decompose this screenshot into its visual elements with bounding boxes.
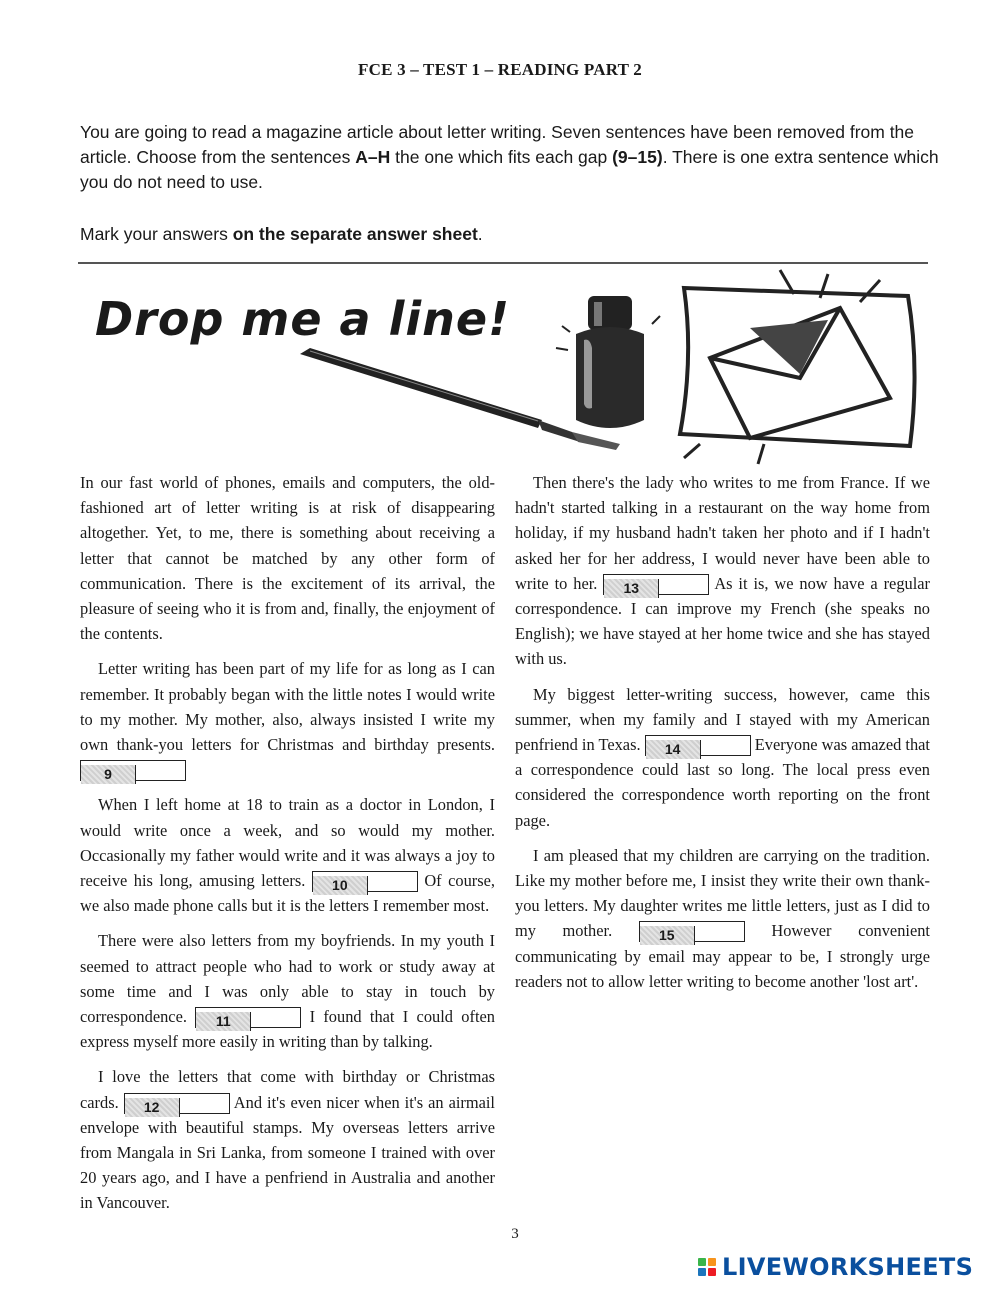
paragraph-text: When I left home at 18 to train as a doctor in London, I would write once a week, and so would my mother. Occasionally my father would write and it was always a joy to receive his long, amusing letters. bbox=[80, 795, 495, 891]
liveworksheets-logo bbox=[698, 1253, 973, 1281]
brand-name: LIVEWORKSHEETS bbox=[722, 1253, 974, 1281]
paragraph-text: My biggest letter-writing success, however, came this summer, when my family and I stayed with my American penfriend in Texas. bbox=[515, 684, 930, 755]
paragraph-text: And it's even nicer when it's an airmail envelope with beautiful stamps. My overseas letters arrive from Mangala in Sri Lanka, from someone I trained with over 20 years ago, and I have a penfriend in Australia and another in Vancouver. bbox=[80, 1092, 495, 1213]
envelope-icon bbox=[680, 270, 915, 464]
article-column-left bbox=[80, 470, 495, 1226]
answer-sheet-emphasis: on the separate answer sheet bbox=[232, 224, 478, 244]
gap-10-input[interactable] bbox=[312, 871, 418, 892]
gap-number: 12 bbox=[125, 1098, 180, 1117]
gap-13-input[interactable] bbox=[603, 574, 709, 595]
article-paragraph bbox=[515, 682, 930, 833]
divider bbox=[78, 262, 928, 264]
article-column-right bbox=[515, 470, 930, 1004]
paragraph-text: Then there's the lady who writes to me from France. If we hadn't started talking in a restaurant on the way home from holiday, if my husband hadn't taken her photo and if I hadn't asked her for her address, I would never have been able to write to her. bbox=[515, 473, 930, 593]
paragraph-text: Letter writing has been part of my life for as long as I can remember. It probably began with the little notes I would write to my mother. My mother, also, always insisted I write my own thank-you letters for Christmas and birthday presents. bbox=[80, 659, 495, 755]
gap-number: 10 bbox=[313, 876, 368, 895]
gap-14-input[interactable] bbox=[645, 735, 751, 756]
article-paragraph bbox=[80, 1064, 495, 1215]
article-paragraph bbox=[80, 792, 495, 918]
paragraph-text: Of course, we also made phone calls but it is the letters I remember most. bbox=[80, 871, 495, 916]
article-title: Drop me a line! bbox=[95, 292, 511, 346]
logo-mark-icon bbox=[698, 1258, 716, 1276]
instructions-text: . There is one extra sentence which you do not need to use. bbox=[80, 147, 939, 192]
sentence-range: A–H bbox=[355, 147, 391, 167]
gap-12-input[interactable] bbox=[124, 1093, 230, 1114]
paragraph-text: As it is, we now have a regular correspondence. I can improve my French (she speaks no English); we have stayed at her home twice and she has stayed with us. bbox=[515, 573, 930, 669]
instructions-text: . bbox=[477, 224, 483, 244]
paragraph-text: I found that I could often express myself more easily in writing than by talking. bbox=[80, 1007, 495, 1052]
page-number: 3 bbox=[511, 1226, 519, 1242]
gap-number: 9 bbox=[81, 765, 136, 784]
gap-11-input[interactable] bbox=[195, 1007, 301, 1028]
fountain-pen-icon bbox=[300, 348, 620, 450]
article-paragraph bbox=[80, 656, 495, 782]
instructions-text: the one which fits each gap bbox=[390, 147, 613, 167]
gap-9-input[interactable] bbox=[80, 760, 186, 781]
page-header: FCE 3 – TEST 1 – READING PART 2 bbox=[358, 60, 642, 79]
gap-number: 15 bbox=[640, 926, 695, 945]
paragraph-text: I am pleased that my children are carrying on the tradition. Like my mother before me, I insist they write their own thank-you letters. My daughter writes me little letters, just as I did to my mother. bbox=[515, 845, 930, 941]
gap-number: 14 bbox=[646, 740, 701, 759]
answer-instructions bbox=[80, 222, 940, 247]
article-paragraph bbox=[515, 470, 930, 672]
article-paragraph: In our fast world of phones, emails and computers, the old-fashioned art of letter writing is at risk of disappearing altogether. Yet, to me, there is something about receiving a letter that cannot be matched by any other form of communication. There is the excitement of its arrival, the pleasure of seeing who it is from and, finally, the enjoyment of the contents. bbox=[80, 473, 495, 644]
paragraph-text: Everyone was amazed that a correspondence could last so long. The local press even considered the correspondence worth reporting on the front page. bbox=[515, 735, 930, 830]
instructions-paragraph bbox=[80, 120, 940, 195]
gap-range: (9–15) bbox=[612, 147, 663, 167]
paragraph-text: There were also letters from my boyfriends. In my youth I seemed to attract people who had to work or study away at some time and I was only able to stay in touch by correspondence. bbox=[80, 931, 495, 1027]
paragraph-text: However convenient communicating by email may appear to be, I strongly urge readers not to allow letter writing to become another 'lost art'. bbox=[515, 921, 930, 991]
instructions-text: You are going to read a magazine article about letter writing. Seven sentences have been removed from the article. Choose from the sentences bbox=[80, 122, 915, 167]
paragraph-text: I love the letters that come with birthday or Christmas cards. bbox=[80, 1067, 495, 1112]
pen-ink-envelope-illustration bbox=[280, 268, 940, 468]
article-paragraph bbox=[515, 843, 930, 994]
article-paragraph bbox=[80, 928, 495, 1054]
gap-number: 13 bbox=[604, 579, 659, 598]
gap-number: 11 bbox=[196, 1012, 251, 1031]
gap-15-input[interactable] bbox=[639, 921, 745, 942]
instructions-text: Mark your answers bbox=[80, 224, 233, 244]
ink-bottle-icon bbox=[556, 296, 660, 428]
